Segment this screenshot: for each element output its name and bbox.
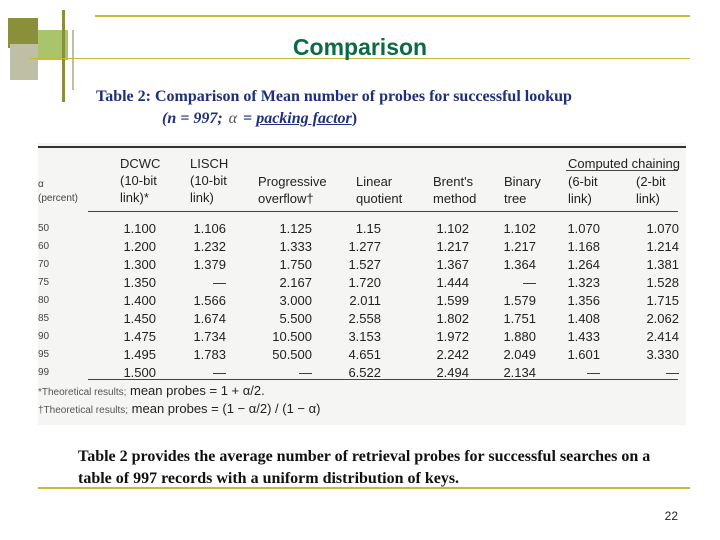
table-cell: 1.214 xyxy=(646,239,679,254)
percent-header: (percent) xyxy=(38,193,79,204)
table-cell: 1.972 xyxy=(436,329,469,344)
table-cell: 1.566 xyxy=(193,293,226,308)
table-cell: 1.750 xyxy=(279,257,312,272)
table-header-rule xyxy=(88,211,678,212)
header-lisch: LISCH (10-bit link) xyxy=(190,156,229,205)
table-cell: 2.011 xyxy=(349,293,381,308)
table-cell: 1.364 xyxy=(503,257,536,272)
header-progressive-overflow: Progressive overflow† xyxy=(258,174,327,206)
table-cell: 1.500 xyxy=(123,365,156,380)
table-cell: 1.277 xyxy=(348,239,381,254)
header-brents-method: Brent's method xyxy=(433,174,477,206)
table-cell: 1.100 xyxy=(123,221,156,236)
table-cell: 6.522 xyxy=(348,365,381,380)
caption-eq: = xyxy=(243,110,253,127)
table-cell: — xyxy=(213,275,226,290)
table-cell: 2.558 xyxy=(348,311,381,326)
table-cell: 3.153 xyxy=(348,329,381,344)
table-cell: 3.330 xyxy=(646,347,679,362)
table-cell: — xyxy=(587,365,600,380)
header-computed-chaining: Computed chaining xyxy=(568,156,681,171)
table-cell: 1.715 xyxy=(646,293,679,308)
table-cell: 1.356 xyxy=(567,293,600,308)
table-cell: 1.450 xyxy=(123,311,156,326)
row-label: 75 xyxy=(38,277,50,288)
table-cell: 1.880 xyxy=(503,329,536,344)
table-cell: 1.579 xyxy=(503,293,536,308)
table-cell: 5.500 xyxy=(279,311,312,326)
top-rule xyxy=(95,15,690,17)
header-2bit-link: (2-bit link) xyxy=(636,174,666,206)
header-6bit-link: (6-bit link) xyxy=(568,174,598,206)
table-cell: 1.264 xyxy=(567,257,600,272)
table-cell: 2.494 xyxy=(436,365,469,380)
alpha-header: α xyxy=(38,179,44,190)
row-label: 70 xyxy=(38,259,50,270)
table-cell: — xyxy=(213,365,226,380)
table-cell: 2.049 xyxy=(503,347,536,362)
row-label: 99 xyxy=(38,367,50,378)
table-cell: 1.323 xyxy=(567,275,600,290)
table-cell: 1.528 xyxy=(646,275,679,290)
table-cell: 1.433 xyxy=(567,329,600,344)
footnote-2 xyxy=(38,401,320,416)
caption-alpha: α xyxy=(228,110,238,127)
table-cell: 1.751 xyxy=(503,311,536,326)
row-label: 80 xyxy=(38,295,50,306)
row-label: 50 xyxy=(38,223,50,234)
slide-title: Comparison xyxy=(292,34,428,60)
table-cell: 1.444 xyxy=(436,275,469,290)
table-cell: 1.300 xyxy=(123,257,156,272)
table-cell: 1.106 xyxy=(193,221,226,236)
table-caption: Table 2: Comparison of Mean number of probes for successful lookup xyxy=(96,88,572,105)
caption-n: (n = 997; xyxy=(162,110,223,127)
table-cell: 4.651 xyxy=(348,347,381,362)
caption-close: ) xyxy=(351,110,358,127)
table-cell: 1.802 xyxy=(436,311,469,326)
row-label: 60 xyxy=(38,241,50,252)
table-cell: 2.167 xyxy=(279,275,312,290)
table-cell: 2.414 xyxy=(646,329,679,344)
table-cell: 1.495 xyxy=(123,347,156,362)
table-cell: 3.000 xyxy=(279,293,312,308)
table-cell: 1.783 xyxy=(193,347,226,362)
table-caption-params xyxy=(162,110,357,128)
table-cell: 1.125 xyxy=(279,221,312,236)
table-cell: 1.15 xyxy=(355,221,381,236)
table-cell: 1.217 xyxy=(436,239,469,254)
table-cell: 1.070 xyxy=(646,221,679,236)
row-label: 90 xyxy=(38,331,50,342)
table-cell: 1.350 xyxy=(123,275,156,290)
table-cell: 50.500 xyxy=(272,347,312,362)
table-cell: 1.070 xyxy=(567,221,600,236)
table-cell: 1.232 xyxy=(193,239,226,254)
table-cell: — xyxy=(299,365,312,380)
table-cell: — xyxy=(523,275,536,290)
footnote-2-lead: †Theoretical results; xyxy=(38,405,129,416)
table-cell: 1.720 xyxy=(348,275,381,290)
table-cell: 1.217 xyxy=(503,239,536,254)
table-cell: 1.400 xyxy=(123,293,156,308)
header-dcwc: DCWC (10-bit link)* xyxy=(120,156,161,205)
table-cell: 2.134 xyxy=(503,365,536,380)
table-cell: 1.599 xyxy=(436,293,469,308)
table-cell: — xyxy=(666,365,679,380)
caption-packing-factor: packing factor xyxy=(256,110,352,127)
header-linear-quotient: Linear quotient xyxy=(356,174,403,206)
footnote-1-text: mean probes = 1 + α/2. xyxy=(130,383,265,398)
footnote-1 xyxy=(38,383,265,398)
table-cell: 1.408 xyxy=(567,311,600,326)
table-cell: 1.168 xyxy=(567,239,600,254)
footnote-2-text: mean probes = (1 − α/2) / (1 − α) xyxy=(131,401,321,416)
table-top-rule xyxy=(38,146,686,148)
table-cell: 1.102 xyxy=(436,221,469,236)
row-label: 95 xyxy=(38,349,50,360)
table-cell: 2.062 xyxy=(646,311,679,326)
table-cell: 10.500 xyxy=(272,329,312,344)
row-label: 85 xyxy=(38,313,50,324)
table-cell: 1.367 xyxy=(436,257,469,272)
table-cell: 1.475 xyxy=(123,329,156,344)
description-paragraph: Table 2 provides the average number of retrieval probes for successful searches on a table of 997 records with a uniform distribution of keys. xyxy=(78,448,651,487)
table-cell: 2.242 xyxy=(436,347,469,362)
table-cell: 1.333 xyxy=(279,239,312,254)
table-cell: 1.601 xyxy=(567,347,600,362)
table-cell: 1.379 xyxy=(193,257,226,272)
page-number: 22 xyxy=(664,509,678,523)
table-cell: 1.381 xyxy=(646,257,679,272)
probes-table-image xyxy=(38,143,686,425)
header-binary-tree: Binary tree xyxy=(504,174,541,206)
table-cell: 1.527 xyxy=(348,257,381,272)
table-cell: 1.674 xyxy=(193,311,226,326)
table-cell: 1.200 xyxy=(123,239,156,254)
table-cell: 1.734 xyxy=(193,329,226,344)
bottom-rule xyxy=(38,487,690,489)
footnote-1-lead: *Theoretical results; xyxy=(38,387,127,398)
table-cell: 1.102 xyxy=(503,221,536,236)
